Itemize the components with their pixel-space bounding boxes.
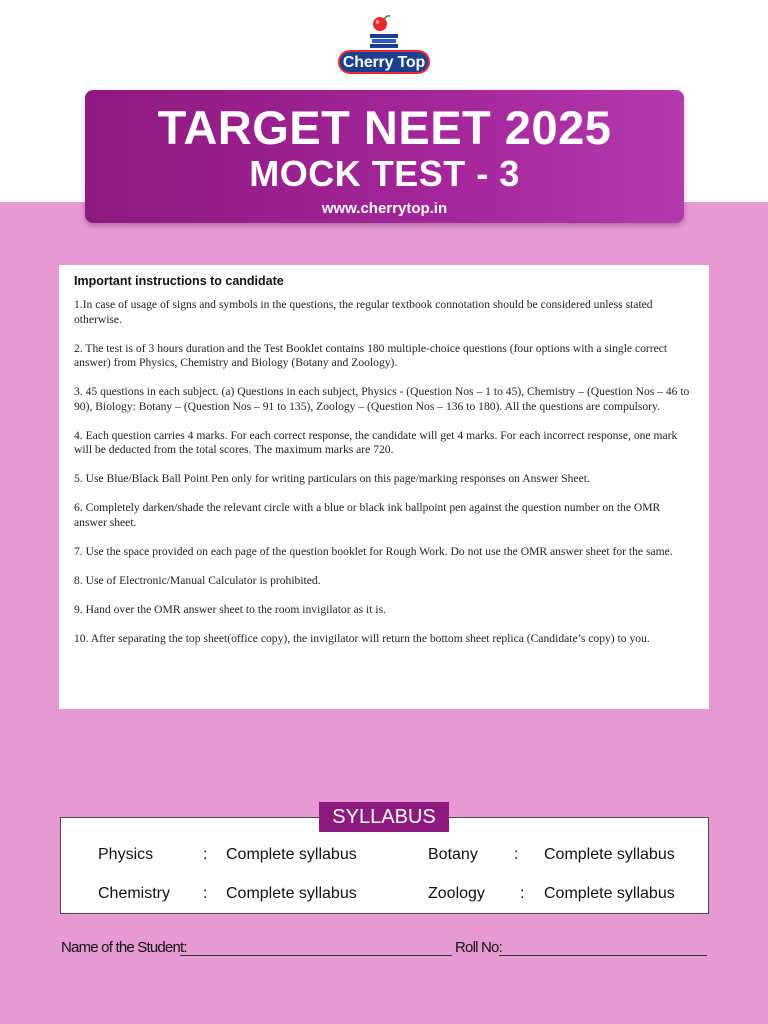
roll-no-label: Roll No: [455,939,502,956]
syllabus-separator: : [203,885,208,902]
instruction-item: 10. After separating the top sheet(office copy), the invigilator will return the bottom sheet replica (Candidate’s copy) to you. [74,631,650,645]
logo-brand-text: Cherry Top [338,50,430,74]
syllabus-value-zoology: Complete syllabus [544,885,675,902]
cherry-book-icon [334,14,434,54]
instructions-panel [59,265,709,709]
syllabus-value-botany: Complete syllabus [544,846,675,863]
student-name-field[interactable] [180,955,452,956]
instructions-heading: Important instructions to candidate [74,274,284,288]
syllabus-separator: : [514,846,519,863]
banner-title: TARGET NEET 2025 [157,101,612,154]
syllabus-label: SYLLABUS [319,802,449,832]
instruction-item: 7. Use the space provided on each page of the question booklet for Rough Work. Do not use the OMR answer sheet for the same. [74,544,673,558]
syllabus-separator: : [520,885,525,902]
instruction-item: 8. Use of Electronic/Manual Calculator is prohibited. [74,573,321,587]
instruction-item: 1.In case of usage of signs and symbols in the questions, the regular textbook connotation should be considered unless stated otherwise. [74,298,653,326]
instruction-item: 6. Completely darken/shade the relevant circle with a blue or black ink ballpoint pen against the question number on the OMR answer sheet. [74,501,661,529]
syllabus-subject-botany: Botany [428,846,478,863]
instruction-item: 2. The test is of 3 hours duration and the Test Booklet contains 180 multiple-choice questions (four options with a single correct answer) from Physics, Chemistry and Biology (Botany and Zoology). [74,341,668,369]
syllabus-value-chemistry: Complete syllabus [226,885,357,902]
student-name-label: Name of the Student: [61,939,187,956]
syllabus-subject-physics: Physics [98,846,154,863]
banner-subtitle: MOCK TEST - 3 [249,153,520,194]
syllabus-subject-zoology: Zoology [428,885,485,902]
syllabus-subject-chemistry: Chemistry [98,885,171,902]
instruction-item: 5. Use Blue/Black Ball Point Pen only for writing particulars on this page/marking responses on Answer Sheet. [74,472,590,485]
instruction-item: 9. Hand over the OMR answer sheet to the room invigilator as it is. [74,602,387,616]
syllabus-separator: : [203,846,208,863]
roll-no-field[interactable] [499,955,707,956]
instruction-item: 4. Each question carries 4 marks. For each correct response, the candidate will get 4 marks. For each incorrect response, one mark will be deducted from the total scores. The maximum marks are 720. [74,428,678,456]
instruction-item: 3. 45 questions in each subject. (a) Questions in each subject, Physics - (Question Nos – 1 to 45), Chemistry – (Question Nos – 46 to 90), Biology: Botany – (Question Nos – 91 to 135), Zoology – (Question Nos – 136 to 180). All the questions are compulsory. [74,385,690,413]
syllabus-value-physics: Complete syllabus [226,846,357,863]
website-link[interactable]: www.cherrytop.in [321,200,448,217]
cherry-top-logo [334,14,434,74]
title-banner [85,90,684,223]
